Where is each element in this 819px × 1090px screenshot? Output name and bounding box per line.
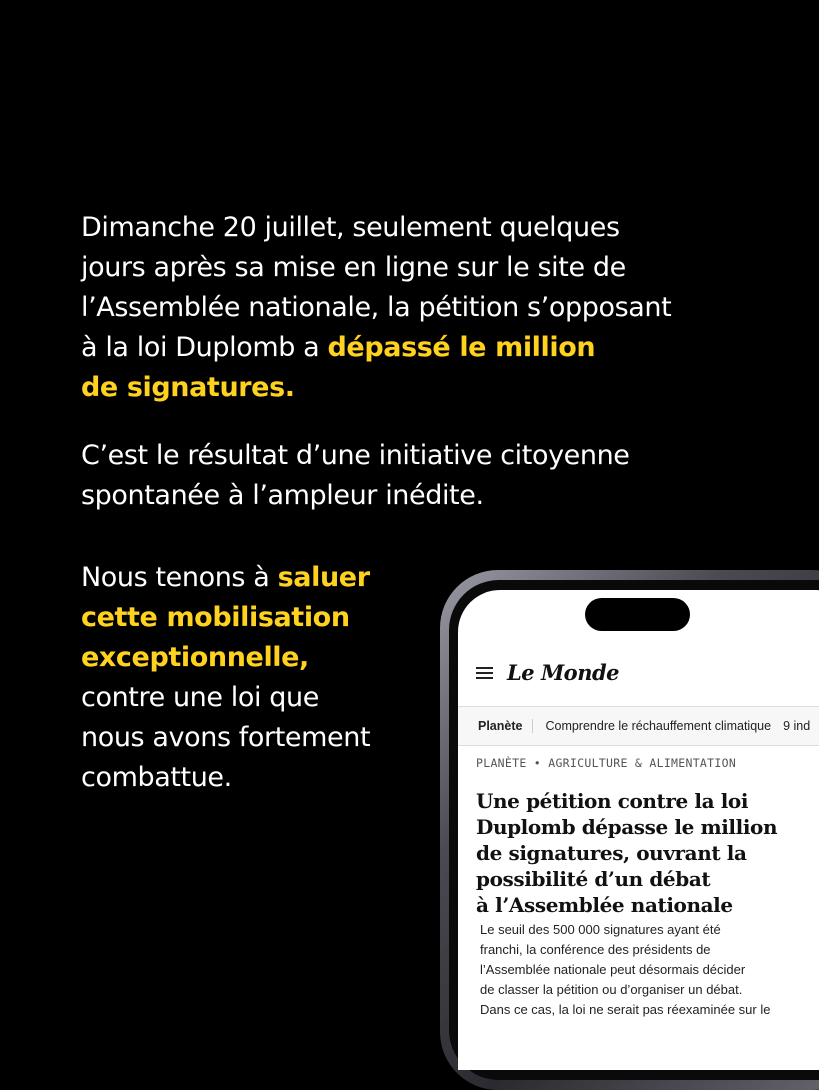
nav-item-climate[interactable]: Comprendre le réchauffement climatique xyxy=(545,719,772,733)
text-line: jours après sa mise en ligne sur le site de xyxy=(81,252,626,283)
text-line: contre une loi que xyxy=(81,682,319,713)
highlight-text: dépassé le million xyxy=(327,332,596,363)
text-line: l’Assemblée nationale, la pétition s’opposant xyxy=(81,292,672,323)
highlight-text: exceptionnelle, xyxy=(81,642,309,673)
lede-line: l’Assemblée nationale peut désormais décider xyxy=(480,962,746,977)
article-headline[interactable] xyxy=(476,788,819,918)
text-line xyxy=(81,328,761,368)
text-line: C’est le résultat d’une initiative citoyenne xyxy=(81,440,630,471)
le-monde-logo[interactable]: Le Monde xyxy=(507,660,620,685)
lede-line: de classer la pétition ou d’organiser un débat. xyxy=(480,982,743,997)
headline-line: Une pétition contre la loi xyxy=(476,789,749,813)
phone-screen xyxy=(458,590,819,1070)
site-header xyxy=(476,660,619,685)
headline-line: Duplomb dépasse le million xyxy=(476,815,778,839)
nav-item-planete[interactable]: Planète xyxy=(458,719,533,733)
text-line: Dimanche 20 juillet, seulement quelques xyxy=(81,212,620,243)
text-segment: Nous tenons à xyxy=(81,562,278,593)
menu-icon[interactable] xyxy=(476,667,493,679)
lede-line: Dans ce cas, la loi ne serait pas réexaminée sur le xyxy=(480,1002,771,1017)
dynamic-island xyxy=(585,598,690,631)
highlight-text: cette mobilisation xyxy=(81,602,350,633)
section-nav xyxy=(458,706,819,746)
salute-paragraph xyxy=(81,558,441,798)
nav-item-indices[interactable]: 9 ind xyxy=(783,719,811,733)
text-line: spontanée à l’ampleur inédite. xyxy=(81,480,484,511)
text-line: combattue. xyxy=(81,762,232,793)
headline-line: de signatures, ouvrant la xyxy=(476,841,747,865)
highlight-text: saluer xyxy=(277,562,370,593)
highlight-text: de signatures. xyxy=(81,372,295,403)
text-segment: à la loi Duplomb a xyxy=(81,332,328,363)
article-lede xyxy=(480,920,819,1020)
text-line xyxy=(81,558,441,598)
intro-paragraph xyxy=(81,208,761,408)
headline-line: à l’Assemblée nationale xyxy=(476,893,733,917)
lede-line: franchi, la conférence des présidents de xyxy=(480,942,711,957)
text-line: nous avons fortement xyxy=(81,722,371,753)
lede-line: Le seuil des 500 000 signatures ayant été xyxy=(480,922,721,937)
result-paragraph xyxy=(81,436,761,516)
headline-line: possibilité d’un débat xyxy=(476,867,711,891)
article-kicker: PLANÈTE • AGRICULTURE & ALIMENTATION xyxy=(476,756,737,770)
